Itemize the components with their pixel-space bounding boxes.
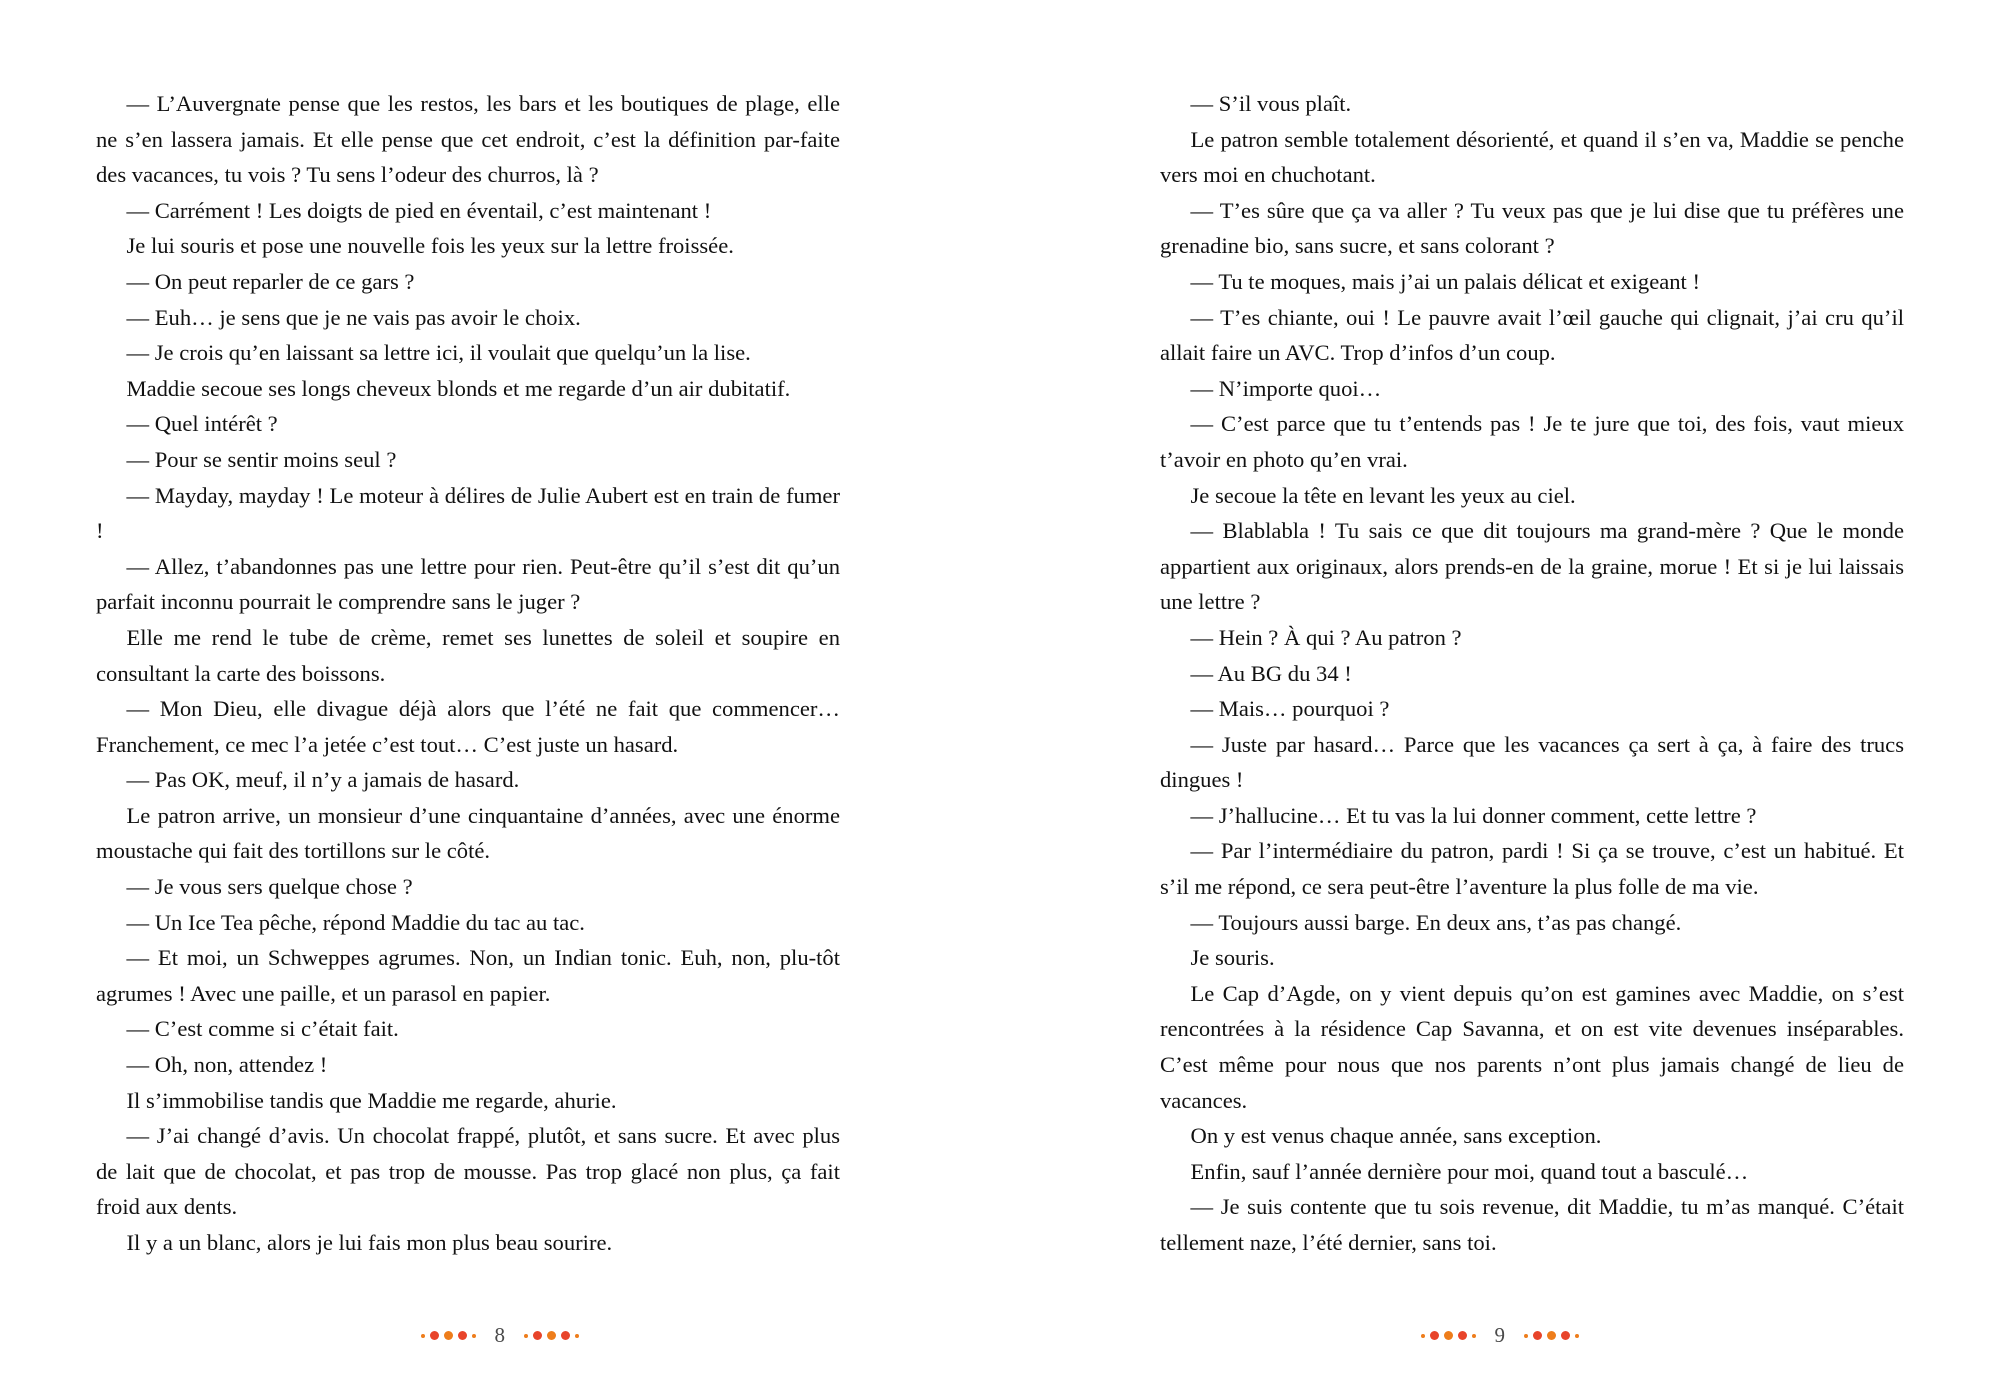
body-text-right (1160, 86, 1904, 1261)
folio-ornament-right-icon (524, 1331, 579, 1340)
paragraph: Maddie secoue ses longs cheveux blonds et me regarde d’un air dubitatif. (126, 375, 791, 401)
page-right (1000, 0, 2000, 1400)
paragraph: — Juste par hasard… Parce que les vacances ça sert à ça, à faire des trucs dingues ! (1160, 731, 1904, 793)
paragraph: Je secoue la tête en levant les yeux au ciel. (1190, 482, 1576, 508)
paragraph: — Je suis contente que tu sois revenue, dit Maddie, tu m’as manqué. C’était tellement naze, l’été dernier, sans toi. (1160, 1194, 1904, 1255)
paragraph: Il s’immobilise tandis que Maddie me regarde, ahurie. (126, 1087, 617, 1113)
paragraph: — Par l’intermédiaire du patron, pardi ! Si ça se trouve, c’est un habitué. Et s’il me répond, ce sera peut-être l’aventure la plus folle de ma vie. (1160, 838, 1904, 900)
paragraph: — J’ai changé d’avis. Un chocolat frappé, plutôt, et sans sucre. Et avec plus de lait que de chocolat, et pas trop de mousse. Pas trop glacé non plus, ça fait froid aux dents. (96, 1123, 840, 1220)
paragraph: — Toujours aussi barge. En deux ans, t’as pas changé. (1190, 909, 1682, 935)
page-number: 9 (1494, 1323, 1506, 1347)
paragraph: Le Cap d’Agde, on y vient depuis qu’on est gamines avec Maddie, on s’est rencontrées à la résidence Cap Savanna, et on est vite devenues inséparables. C’est même pour nous que nos parents n’ont plus jamais changé de lieu de vacances. (1160, 980, 1904, 1113)
paragraph: — Au BG du 34 ! (1190, 660, 1352, 686)
paragraph: — J’hallucine… Et tu vas la lui donner comment, cette lettre ? (1190, 802, 1757, 828)
folio-right (1000, 1323, 2000, 1348)
paragraph: — Hein ? À qui ? Au patron ? (1190, 624, 1462, 650)
paragraph: — Euh… je sens que je ne vais pas avoir le choix. (126, 304, 581, 330)
folio-ornament-left-icon (1421, 1331, 1476, 1340)
paragraph: — S’il vous plaît. (1190, 91, 1352, 116)
folio-ornament-right-icon (1524, 1331, 1579, 1340)
paragraph: Je lui souris et pose une nouvelle fois les yeux sur la lettre froissée. (126, 233, 734, 259)
paragraph: On y est venus chaque année, sans exception. (1190, 1123, 1602, 1149)
paragraph: — Je crois qu’en laissant sa lettre ici, il voulait que quelqu’un la lise. (126, 340, 751, 366)
paragraph: — C’est comme si c’était fait. (126, 1016, 399, 1042)
paragraph: — Je vous sers quelque chose ? (126, 874, 413, 900)
paragraph: — Oh, non, attendez ! (126, 1052, 328, 1078)
paragraph: — Mais… pourquoi ? (1190, 696, 1390, 722)
paragraph: Je souris. (1190, 945, 1275, 971)
paragraph: Elle me rend le tube de crème, remet ses lunettes de soleil et soupire en consultant la carte des boissons. (96, 624, 840, 686)
paragraph: — Un Ice Tea pêche, répond Maddie du tac au tac. (126, 909, 585, 935)
paragraph: — Et moi, un Schweppes agrumes. Non, un Indian tonic. Euh, non, plu-tôt agrumes ! Avec une paille, et un parasol en papier. (96, 945, 840, 1006)
paragraph: — Allez, t’abandonnes pas une lettre pour rien. Peut-être qu’il s’est dit qu’un parfait inconnu pourrait le comprendre sans le juger ? (96, 553, 840, 615)
paragraph: — Carrément ! Les doigts de pied en éventail, c’est maintenant ! (126, 197, 712, 223)
paragraph: — L’Auvergnate pense que les restos, les bars et les boutiques de plage, elle ne s’en lassera jamais. Et elle pense que cet endroit, c’est la définition par-faite des vacances, tu vois ? Tu sens l’odeur des churros, là ? (96, 91, 840, 188)
paragraph: — On peut reparler de ce gars ? (126, 268, 415, 294)
paragraph: — Quel intérêt ? (126, 411, 278, 437)
body-text-left (96, 86, 840, 1261)
paragraph: — Mon Dieu, elle divague déjà alors que l’été ne fait que commencer… Franchement, ce mec l’a jetée c’est tout… C’est juste un hasard. (96, 696, 840, 757)
page-number: 8 (494, 1323, 506, 1347)
paragraph: — T’es sûre que ça va aller ? Tu veux pas que je lui dise que tu préfères une grenadine bio, sans sucre, et sans colorant ? (1160, 197, 1904, 259)
paragraph: — Pour se sentir moins seul ? (126, 446, 397, 472)
paragraph: Le patron semble totalement désorienté, et quand il s’en va, Maddie se penche vers moi en chuchotant. (1160, 126, 1904, 188)
paragraph: — Pas OK, meuf, il n’y a jamais de hasard. (126, 767, 520, 793)
folio-left (0, 1323, 1000, 1348)
paragraph: — T’es chiante, oui ! Le pauvre avait l’œil gauche qui clignait, j’ai cru qu’il allait faire un AVC. Trop d’infos d’un coup. (1160, 304, 1904, 366)
paragraph: — C’est parce que tu t’entends pas ! Je te jure que toi, des fois, vaut mieux t’avoir en photo qu’en vrai. (1160, 411, 1904, 472)
paragraph: Enfin, sauf l’année dernière pour moi, quand tout a basculé… (1190, 1158, 1749, 1184)
paragraph: — Mayday, mayday ! Le moteur à délires de Julie Aubert est en train de fumer ! (96, 482, 840, 544)
paragraph: — Blablabla ! Tu sais ce que dit toujours ma grand-mère ? Que le monde appartient aux originaux, alors prends-en de la graine, morue ! Et si je lui laissais une lettre ? (1160, 518, 1904, 615)
paragraph: Le patron arrive, un monsieur d’une cinquantaine d’années, avec une énorme moustache qui fait des tortillons sur le côté. (96, 802, 840, 864)
paragraph: Il y a un blanc, alors je lui fais mon plus beau sourire. (126, 1230, 613, 1255)
folio-ornament-left-icon (421, 1331, 476, 1340)
paragraph: — N’importe quoi… (1190, 375, 1382, 401)
paragraph: — Tu te moques, mais j’ai un palais délicat et exigeant ! (1190, 268, 1701, 294)
